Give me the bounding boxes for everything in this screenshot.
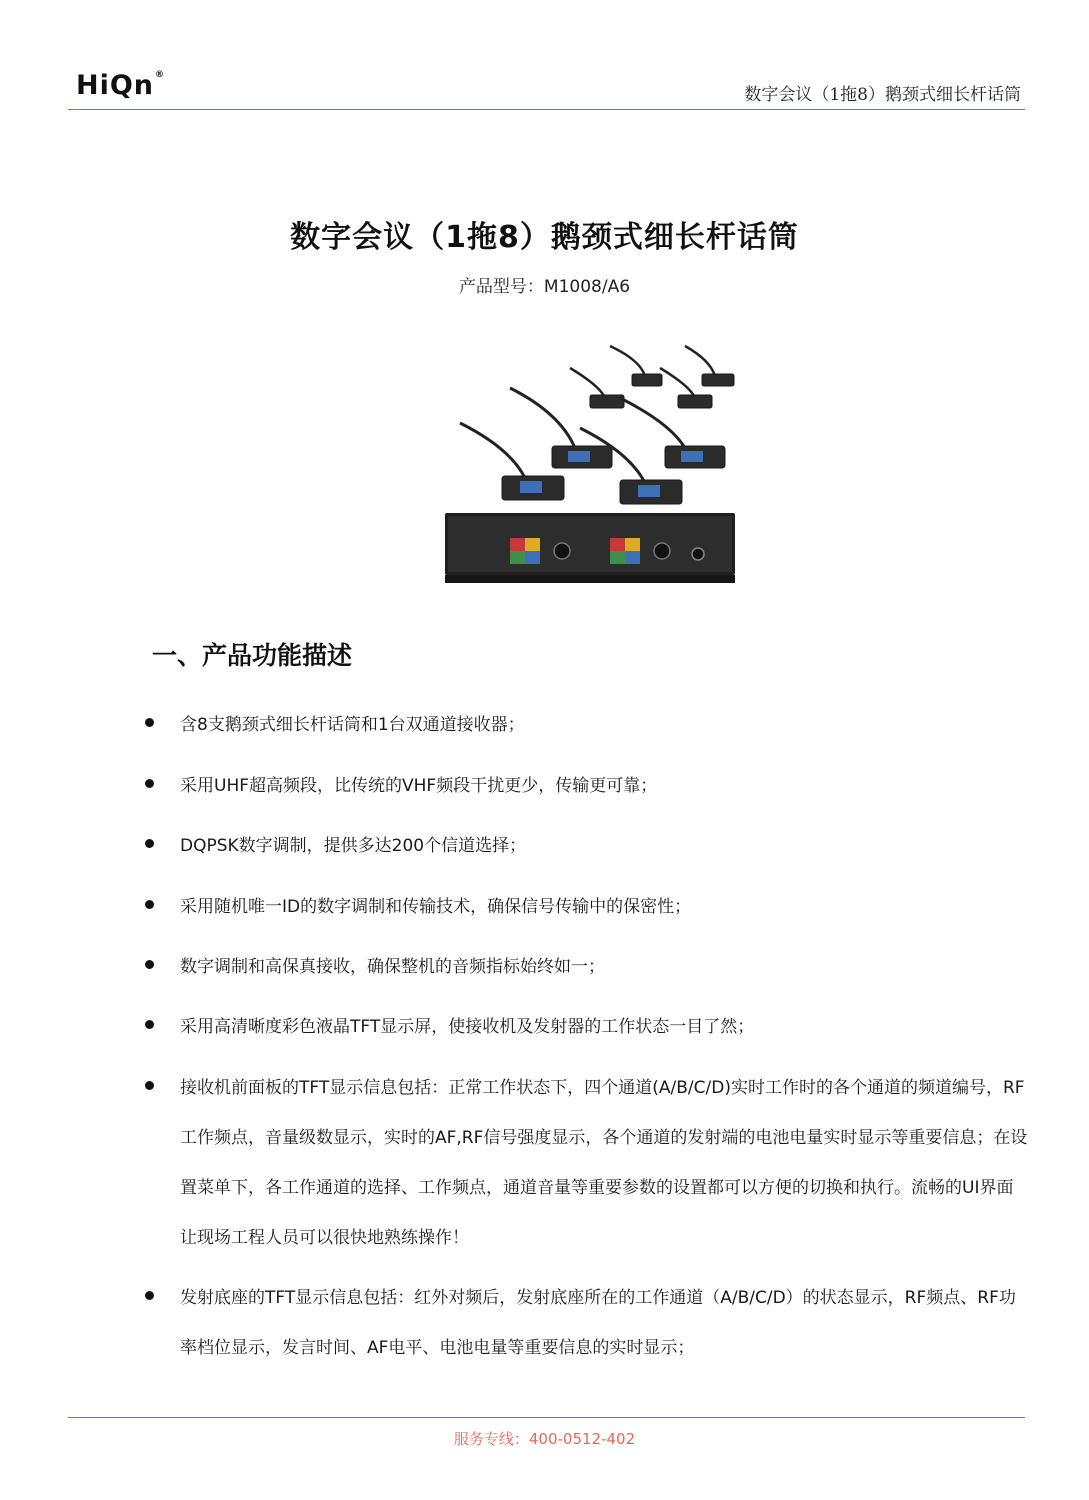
header-divider: [68, 109, 1025, 110]
bullet-icon: [145, 1081, 154, 1090]
microphone-units: [460, 346, 734, 504]
bullet-icon: [145, 1291, 154, 1300]
bullet-icon: [145, 1020, 154, 1029]
header-logo: [76, 70, 165, 101]
mic-unit-back-right: [685, 346, 734, 386]
header-doc-title: 数字会议（1拖8）鹅颈式细长杆话筒: [744, 85, 1021, 105]
feature-item: 接收机前面板的TFT显示信息包括：正常工作状态下，四个通道(A/B/C/D)实时工作时的各个通道的频道编号，RF工作频点，音量级数显示，实时的AF,RF信号强度显示，各个通道的发射端的电池电量实时显示等重要信息；在设置菜单下，各工作通道的选择、工作频点，通道音量等重要参数的设置都可以方便的切换和执行。流畅的UI界面让现场工程人员可以很快地熟练操作！: [180, 1078, 1028, 1248]
mic-unit-back-mid: [610, 346, 662, 386]
mic-unit-lower-left: [460, 423, 564, 500]
feature-item: 数字调制和高保真接收，确保整机的音频指标始终如一；: [180, 957, 605, 977]
mic-unit-mid-left: [570, 368, 624, 408]
bullet-icon: [145, 779, 154, 788]
product-model: 产品型号：M1008/A6: [458, 277, 631, 297]
feature-item: 发射底座的TFT显示信息包括：红外对频后，发射底座所在的工作通道（A/B/C/D）的状态显示，RF频点、RF功率档位显示，发言时间、AF电平、电池电量等重要信息的实时显示；: [180, 1288, 1016, 1358]
product-image: [440, 338, 740, 588]
feature-item: 采用高清晰度彩色液晶TFT显示屏，使接收机及发射器的工作状态一目了然；: [180, 1017, 755, 1037]
logo-text: HiQn: [76, 70, 155, 101]
feature-item: 采用随机唯一ID的数字调制和传输技术，确保信号传输中的保密性；: [180, 897, 692, 917]
bullet-icon: [145, 900, 154, 909]
page-title: 数字会议（1拖8）鹅颈式细长杆话筒: [290, 220, 799, 255]
footer-divider: [68, 1417, 1025, 1418]
service-hotline: 服务专线：400-0512-402: [453, 1430, 636, 1448]
section-heading: 一、产品功能描述: [152, 641, 353, 670]
bullet-icon: [145, 960, 154, 969]
feature-item: 含8支鹅颈式细长杆话筒和1台双通道接收器；: [180, 715, 525, 735]
feature-item: 采用UHF超高频段，比传统的VHF频段干扰更少，传输更可靠；: [180, 776, 658, 796]
registered-mark: ®: [155, 70, 166, 80]
feature-item: DQPSK数字调制，提供多达200个信道选择；: [180, 836, 527, 856]
bullet-icon: [145, 839, 154, 848]
bullet-icon: [145, 718, 154, 727]
receiver-unit: [445, 513, 735, 583]
